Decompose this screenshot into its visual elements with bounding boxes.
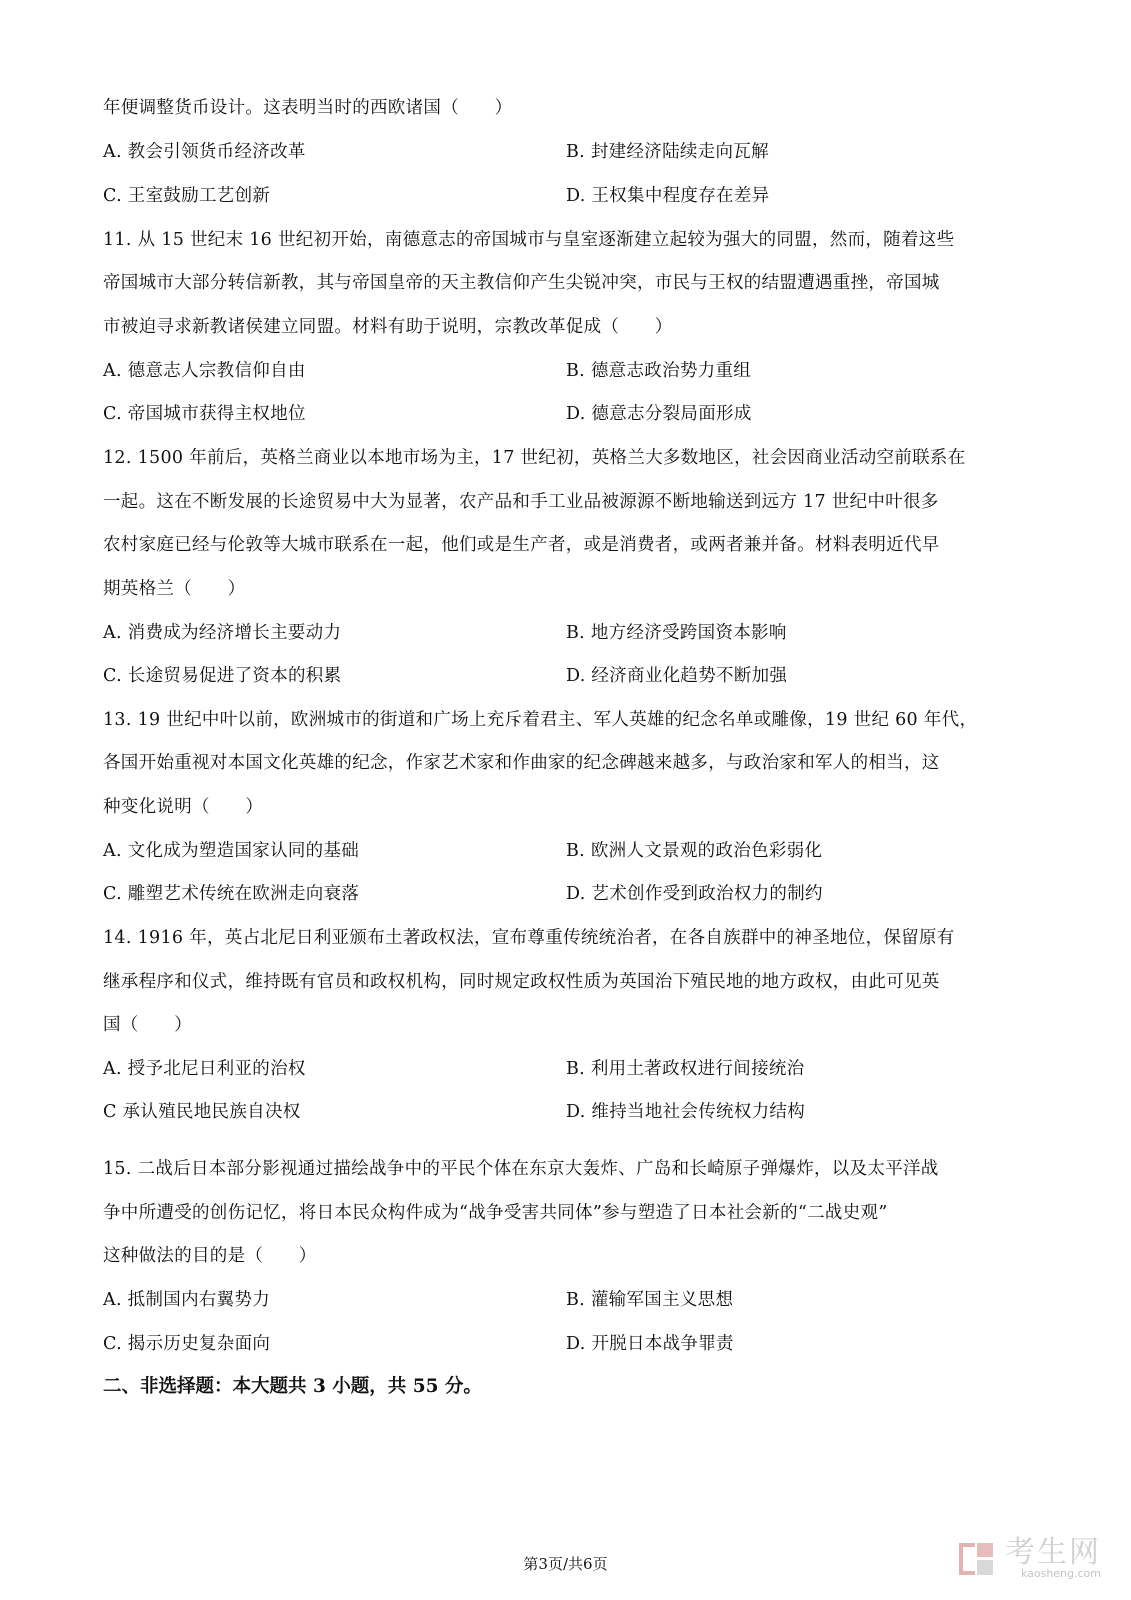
q11-option-a: A. 德意志人宗教信仰自由 — [103, 361, 306, 381]
q14-option-b: B. 利用土著政权进行间接统治 — [566, 1059, 805, 1079]
q12-option-d: D. 经济商业化趋势不断加强 — [566, 666, 788, 686]
q10-option-d: D. 王权集中程度存在差异 — [566, 186, 770, 206]
q13-stem-line: 种变化说明（ ） — [103, 797, 264, 817]
q15-option-a: A. 抵制国内右翼势力 — [103, 1290, 271, 1310]
q10-option-c: C. 王室鼓励工艺创新 — [103, 186, 271, 206]
q14-option-d: D. 维持当地社会传统权力结构 — [566, 1102, 806, 1122]
q15-stem-line: 争中所遭受的创伤记忆，将日本民众构件成为“战争受害共同体”参与塑造了日本社会新的“二战史观” — [103, 1203, 888, 1223]
q12-option-a: A. 消费成为经济增长主要动力 — [103, 623, 342, 643]
q11-stem-line: 11. 从 15 世纪末 16 世纪初开始，南德意志的帝国城市与皇室逐渐建立起较为强大的同盟，然而，随着这些 — [103, 230, 955, 250]
q13-option-c: C. 雕塑艺术传统在欧洲走向衰落 — [103, 884, 360, 904]
q15-stem-line: 这种做法的目的是（ ） — [103, 1246, 317, 1266]
watermark-logo-icon — [957, 1539, 997, 1579]
q15-option-c: C. 揭示历史复杂面向 — [103, 1334, 271, 1354]
q15-stem-line: 15. 二战后日本部分影视通过描绘战争中的平民个体在东京大轰炸、广岛和长崎原子弹爆炸，以及太平洋战 — [103, 1159, 939, 1179]
q13-option-a: A. 文化成为塑造国家认同的基础 — [103, 841, 360, 861]
q11-stem-line: 市被迫寻求新教诸侯建立同盟。材料有助于说明，宗教改革促成（ ） — [103, 317, 673, 337]
q10-option-a: A. 教会引领货币经济改革 — [103, 142, 306, 162]
q12-option-c: C. 长途贸易促进了资本的积累 — [103, 666, 342, 686]
section-heading: 二、非选择题：本大题共 3 小题，共 55 分。 — [103, 1376, 482, 1397]
q12-stem-line: 农村家庭已经与伦敦等大城市联系在一起，他们或是生产者，或是消费者，或两者兼并备。材料表明近代早 — [103, 535, 940, 555]
q10-stem-tail: 年便调整货币设计。这表明当时的西欧诸国（ ） — [103, 98, 513, 118]
q11-stem-line: 帝国城市大部分转信新教，其与帝国皇帝的天主教信仰产生尖锐冲突，市民与王权的结盟遭遇重挫，帝国城 — [103, 273, 940, 293]
watermark-url: kaosheng.com — [1020, 1567, 1101, 1580]
watermark — [957, 1535, 1101, 1580]
q12-stem-line: 期英格兰（ ） — [103, 579, 246, 599]
q10-option-b: B. 封建经济陆续走向瓦解 — [566, 142, 769, 162]
q13-stem-line: 13. 19 世纪中叶以前，欧洲城市的街道和广场上充斥着君主、军人英雄的纪念名单或雕像，19 世纪 60 年代， — [103, 710, 978, 730]
watermark-name: 考生网 — [1005, 1535, 1101, 1570]
q14-stem-line: 14. 1916 年，英占北尼日利亚颁布土著政权法，宣布尊重传统统治者，在各自族群中的神圣地位，保留原有 — [103, 928, 955, 948]
q13-option-d: D. 艺术创作受到政治权力的制约 — [566, 884, 823, 904]
q15-option-b: B. 灌输军国主义思想 — [566, 1290, 734, 1310]
q11-option-b: B. 德意志政治势力重组 — [566, 361, 752, 381]
q14-option-c: C 承认殖民地民族自决权 — [103, 1102, 301, 1122]
q14-stem-line: 国（ ） — [103, 1015, 192, 1035]
q14-stem-line: 继承程序和仪式，维持既有官员和政权机构，同时规定政权性质为英国治下殖民地的地方政权，由此可见英 — [103, 972, 940, 992]
page-number: 第3页/共6页 — [523, 1555, 608, 1573]
q12-option-b: B. 地方经济受跨国资本影响 — [566, 623, 787, 643]
q13-stem-line: 各国开始重视对本国文化英雄的纪念，作家艺术家和作曲家的纪念碑越来越多，与政治家和军人的相当，这 — [103, 753, 940, 773]
q15-option-d: D. 开脱日本战争罪责 — [566, 1334, 734, 1354]
q13-option-b: B. 欧洲人文景观的政治色彩弱化 — [566, 841, 823, 861]
q11-option-d: D. 德意志分裂局面形成 — [566, 404, 752, 424]
q14-option-a: A. 授予北尼日利亚的治权 — [103, 1059, 306, 1079]
q12-stem-line: 一起。这在不断发展的长途贸易中大为显著，农产品和手工业品被源源不断地输送到远方 17 世纪中叶很多 — [103, 492, 939, 512]
q11-option-c: C. 帝国城市获得主权地位 — [103, 404, 306, 424]
q12-stem-line: 12. 1500 年前后，英格兰商业以本地市场为主，17 世纪初，英格兰大多数地区，社会因商业活动空前联系在 — [103, 448, 966, 468]
